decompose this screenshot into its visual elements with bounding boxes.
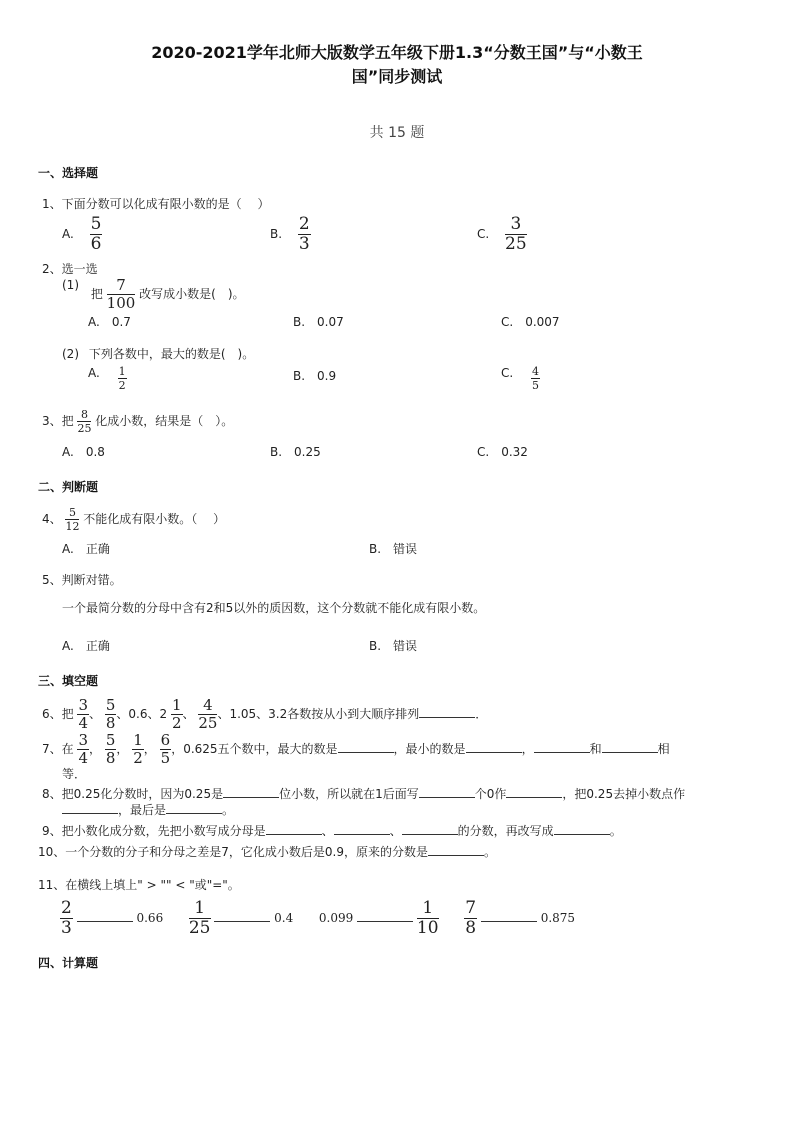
numerator: 1 <box>118 365 126 378</box>
stem-text: 、1.05、3.2各数按从小到大顺序排列 <box>217 707 420 721</box>
answer-blank[interactable] <box>554 822 610 835</box>
question-2-2-option-a[interactable] <box>88 366 127 391</box>
fraction <box>105 733 117 766</box>
fraction <box>505 216 527 253</box>
answer-blank[interactable] <box>357 909 413 922</box>
denominator: 4 <box>78 714 89 732</box>
fraction <box>171 698 183 731</box>
separator: 、 <box>182 707 195 721</box>
question-11-stem: 11、在横线上填上" > "" < "或"="。 <box>38 878 240 892</box>
stem-text: 。 <box>484 845 497 859</box>
answer-blank[interactable] <box>602 740 658 753</box>
stem-text: 。 <box>222 803 235 817</box>
denominator: 5 <box>160 749 171 767</box>
fraction <box>107 278 136 311</box>
numerator: 7 <box>465 898 477 918</box>
separator: ， <box>116 742 129 756</box>
question-2-part-2 <box>62 345 254 362</box>
question-count: 共 15 题 <box>369 125 425 141</box>
stem-text: 的分数，再改写成 <box>457 824 554 838</box>
question-5-option-a[interactable]: A. 正确 <box>62 639 110 653</box>
answer-blank[interactable] <box>214 909 270 922</box>
stem-text: 、 <box>389 824 402 838</box>
numerator: 1 <box>189 900 211 919</box>
answer-blank[interactable] <box>481 909 537 922</box>
numerator: 1 <box>171 696 182 714</box>
question-4-option-b[interactable]: B. 错误 <box>369 542 418 556</box>
answer-blank[interactable] <box>338 740 394 753</box>
question-1-option-c[interactable] <box>477 216 527 253</box>
stem-text: 7、在 <box>42 742 74 756</box>
question-7 <box>42 733 670 766</box>
part-index: (2) <box>62 347 79 361</box>
numerator: 3 <box>78 696 89 714</box>
stem-text: 个0作 <box>474 787 507 801</box>
decimal-value: 0.66 <box>136 911 164 925</box>
decimal-value: 0.099 <box>318 911 354 925</box>
part-text: 把 <box>90 287 103 301</box>
question-7-line2: 等． <box>62 767 87 781</box>
question-2-2-option-c[interactable] <box>501 366 540 391</box>
stem-text: 和 <box>589 742 602 756</box>
answer-blank[interactable] <box>334 822 390 835</box>
denominator: 2 <box>171 714 182 732</box>
option-label: C. <box>477 227 490 241</box>
answer-blank[interactable] <box>534 740 590 753</box>
decimal-value: 0.4 <box>274 911 294 925</box>
question-6 <box>42 698 487 731</box>
section-heading-calc: 四、计算题 <box>38 956 99 970</box>
answer-blank[interactable] <box>466 740 522 753</box>
answer-blank[interactable] <box>166 801 222 814</box>
denominator: 10 <box>416 918 439 938</box>
stem-text: ， <box>521 742 534 756</box>
question-2-stem: 2、选一选 <box>42 262 98 276</box>
denominator: 3 <box>298 234 310 254</box>
denominator: 25 <box>198 714 218 732</box>
denominator: 2 <box>133 749 143 767</box>
stem-text: ，最小的数是 <box>393 742 466 756</box>
stem-text: 不能化成有限小数。（ ） <box>83 512 226 526</box>
numerator: 1 <box>133 731 143 749</box>
numerator: 6 <box>160 731 171 749</box>
question-11-items <box>60 900 575 937</box>
denominator: 25 <box>77 422 92 435</box>
fraction <box>160 733 172 766</box>
stem-text: 。 <box>609 824 622 838</box>
answer-blank[interactable] <box>402 822 458 835</box>
stem-text: 位小数，所以就在1后面写 <box>279 787 419 801</box>
answer-blank[interactable] <box>266 822 322 835</box>
fraction <box>417 900 439 937</box>
fraction <box>298 216 311 253</box>
fraction <box>77 733 89 766</box>
numerator: 3 <box>78 731 89 749</box>
question-5-text: 一个最简分数的分母中含有2和5以外的质因数，这个分数就不能化成有限小数。 <box>62 601 486 615</box>
answer-blank[interactable] <box>506 785 562 798</box>
question-2-part-1 <box>62 278 245 311</box>
fraction <box>65 507 79 532</box>
question-8-line2 <box>62 801 234 818</box>
fraction <box>77 698 89 731</box>
question-1-option-a[interactable] <box>62 216 102 253</box>
numerator: 8 <box>77 409 91 422</box>
page-title-line2: 国”同步测试 <box>351 67 443 86</box>
answer-blank[interactable] <box>419 705 475 718</box>
numerator: 4 <box>198 698 217 715</box>
question-3-option-c[interactable]: C. 0.32 <box>477 445 528 459</box>
separator: 、 <box>89 707 102 721</box>
numerator: 2 <box>61 898 72 918</box>
answer-blank[interactable] <box>77 909 133 922</box>
question-3-stem <box>42 409 233 434</box>
question-2-2-option-b[interactable]: B. 0.9 <box>293 369 337 383</box>
separator: ， <box>143 742 156 756</box>
denominator: 5 <box>532 379 540 392</box>
fraction <box>132 733 144 766</box>
numerator: 5 <box>105 731 116 749</box>
question-2-1-option-b[interactable]: B. 0.07 <box>293 315 344 329</box>
stem-text: 相 <box>657 742 670 756</box>
page-title: 2020-2021学年北师大版数学五年级下册1.3“分数王国”与“小数王 <box>151 43 643 62</box>
question-8 <box>42 785 685 802</box>
question-1-option-b[interactable] <box>270 216 311 253</box>
answer-blank[interactable] <box>428 843 484 856</box>
stem-text: 、 <box>321 824 334 838</box>
stem-text: 4、 <box>42 512 62 526</box>
answer-blank[interactable] <box>223 785 279 798</box>
denominator: 100 <box>106 294 136 312</box>
question-5-stem: 5、判断对错。 <box>42 573 122 587</box>
question-10 <box>38 843 496 860</box>
stem-text: ，最后是 <box>118 803 167 817</box>
fraction <box>464 900 477 937</box>
fraction <box>118 366 127 391</box>
stem-text: 10、一个分数的分子和分母之差是7，它化成小数后是0.9，原来的分数是 <box>38 845 428 859</box>
stem-text: 8、把0.25化分数时，因为0.25是 <box>42 787 224 801</box>
numerator: 7 <box>107 278 136 295</box>
stem-text: 6、把 <box>42 707 74 721</box>
denominator: 8 <box>105 749 116 767</box>
denominator: 3 <box>61 918 72 938</box>
denominator: 4 <box>78 749 89 767</box>
stem-text: ，0.625五个数中，最大的数是 <box>171 742 338 756</box>
fraction <box>60 900 73 937</box>
stem-text: 、0.6、2 <box>116 707 168 721</box>
part-index: (1) <box>62 278 79 292</box>
numerator: 5 <box>105 696 116 714</box>
option-label: C. <box>501 366 514 380</box>
fraction <box>189 900 211 937</box>
answer-blank[interactable] <box>62 801 118 814</box>
denominator: 25 <box>188 918 211 938</box>
question-4-stem <box>42 507 225 532</box>
numerator: 5 <box>65 507 79 520</box>
option-label: A. <box>62 227 74 241</box>
section-heading-choice: 一、选择题 <box>38 166 99 180</box>
stem-text: 3、把 <box>42 414 74 428</box>
fraction <box>77 409 91 434</box>
question-3-option-a[interactable]: A. 0.8 <box>62 445 105 459</box>
question-2-1-option-a[interactable]: A. 0.7 <box>88 315 131 329</box>
question-2-1-option-c[interactable]: C. 0.007 <box>501 315 560 329</box>
numerator: 3 <box>505 216 527 235</box>
question-3-option-b[interactable]: B. 0.25 <box>270 445 321 459</box>
section-heading-fill: 三、填空题 <box>38 674 99 688</box>
fraction <box>90 216 103 253</box>
decimal-value: 0.875 <box>540 911 576 925</box>
denominator: 8 <box>105 714 116 732</box>
question-5-option-b[interactable]: B. 错误 <box>369 639 418 653</box>
option-label: A. <box>88 366 100 380</box>
stem-text: ，把0.25去掉小数点作 <box>562 787 686 801</box>
question-9 <box>42 822 622 839</box>
part-text: 改写成小数是( )。 <box>139 287 245 301</box>
denominator: 25 <box>505 234 527 254</box>
numerator: 1 <box>417 900 439 919</box>
section-heading-judge: 二、判断题 <box>38 480 99 494</box>
option-label: B. <box>270 227 283 241</box>
fraction <box>105 698 117 731</box>
stem-text: 化成小数，结果是（ ）。 <box>95 414 234 428</box>
stem-text: ． <box>475 707 488 721</box>
stem-text: 9、把小数化成分数，先把小数写成分母是 <box>42 824 266 838</box>
denominator: 2 <box>118 379 126 392</box>
part-text: 下列各数中，最大的数是( )。 <box>88 347 255 361</box>
question-1-stem: 1、下面分数可以化成有限小数的是（ ） <box>42 197 270 211</box>
numerator: 5 <box>90 214 102 234</box>
question-4-option-a[interactable]: A. 正确 <box>62 542 110 556</box>
answer-blank[interactable] <box>419 785 475 798</box>
fraction <box>198 698 217 731</box>
numerator: 2 <box>298 214 310 234</box>
denominator: 6 <box>90 234 102 254</box>
fraction <box>531 366 540 391</box>
separator: ， <box>89 742 102 756</box>
denominator: 12 <box>65 520 80 533</box>
numerator: 4 <box>532 365 540 378</box>
denominator: 8 <box>465 918 477 938</box>
